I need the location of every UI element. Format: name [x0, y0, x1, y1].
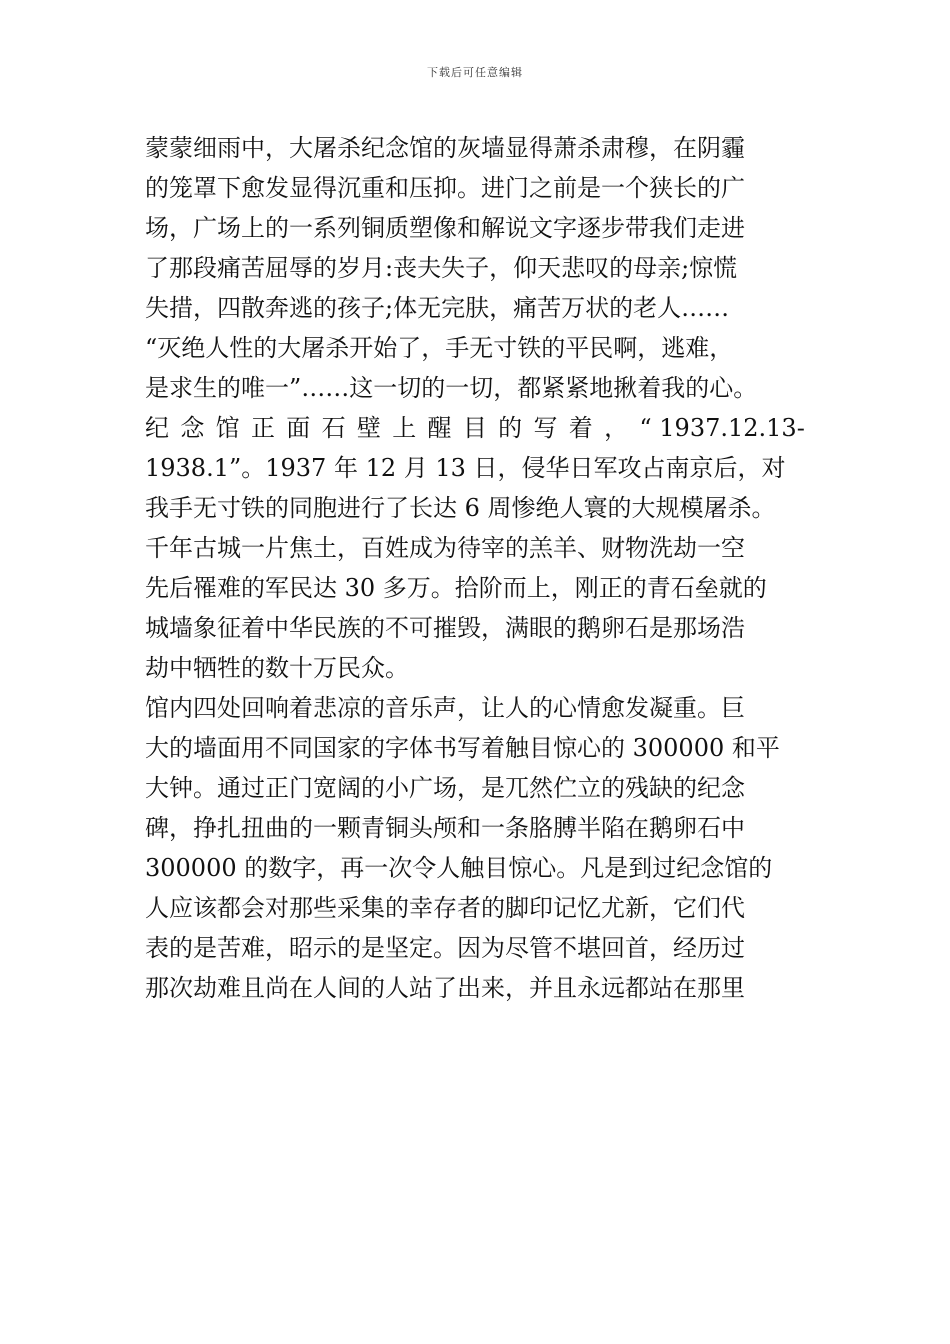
paragraph-2	[145, 408, 805, 688]
text-line: 失措，四散奔逃的孩子;体无完肤，痛苦万状的老人……	[145, 294, 730, 322]
text-line: 表的是苦难，昭示的是坚定。因为尽管不堪回首，经历过	[145, 934, 745, 962]
page-header: 下载后可任意编辑	[427, 66, 523, 79]
text-line: 的笼罩下愈发显得沉重和压抑。进门之前是一个狭长的广	[145, 174, 745, 202]
text-line: “灭绝人性的大屠杀开始了，手无寸铁的平民啊，逃难，	[145, 334, 734, 362]
text-line: 了那段痛苦屈辱的岁月:丧夫失子，仰天悲叹的母亲;惊慌	[145, 254, 738, 282]
text-char: 壁	[356, 414, 381, 442]
text-char: 醒	[427, 414, 452, 442]
text-char: 正	[250, 414, 275, 442]
paragraph-1	[145, 128, 805, 408]
text-char: 馆	[215, 414, 240, 442]
paragraph-3	[145, 688, 805, 1008]
text-line: 那次劫难且尚在人间的人站了出来，并且永远都站在那里	[145, 974, 745, 1002]
text-line-justified	[145, 408, 805, 448]
text-line: 碑，挣扎扭曲的一颗青铜头颅和一条胳膊半陷在鹅卵石中	[145, 814, 745, 842]
text-line: 人应该都会对那些采集的幸存者的脚印记忆尤新，它们代	[145, 894, 745, 922]
text-char: 纪	[145, 414, 169, 442]
text-char: 石	[321, 414, 346, 442]
text-line: 是求生的唯一”……这一切的一切，都紧紧地揪着我的心。	[145, 374, 758, 402]
text-line: 300000 的数字，再一次令人触目惊心。凡是到过纪念馆的	[145, 854, 773, 882]
text-char: 着	[568, 414, 593, 442]
text-char: ，	[604, 414, 629, 442]
text-char: 的	[498, 414, 523, 442]
text-line: 大的墙面用不同国家的字体书写着触目惊心的 300000 和平	[145, 734, 780, 762]
document-body	[145, 128, 805, 1008]
text-line: 劫中牺牲的数十万民众。	[145, 654, 409, 682]
text-line: 先后罹难的军民达 30 多万。拾阶而上，刚正的青石垒就的	[145, 574, 767, 602]
text-line: 场，广场上的一系列铜质塑像和解说文字逐步带我们走进	[145, 214, 745, 242]
text-line: 我手无寸铁的同胞进行了长达 6 周惨绝人寰的大规模屠杀。	[145, 494, 776, 522]
text-line: 城墙象征着中华民族的不可摧毁，满眼的鹅卵石是那场浩	[145, 614, 745, 642]
text-char: “ 1937.12.13-	[639, 414, 805, 442]
text-line: 1938.1”。1937 年 12 月 13 日，侵华日军攻占南京后，对	[145, 454, 786, 482]
text-char: 上	[392, 414, 417, 442]
text-char: 念	[180, 414, 205, 442]
text-line: 千年古城一片焦土，百姓成为待宰的羔羊、财物洗劫一空	[145, 534, 745, 562]
text-line: 蒙蒙细雨中，大屠杀纪念馆的灰墙显得萧杀肃穆，在阴霾	[145, 134, 745, 162]
text-line: 馆内四处回响着悲凉的音乐声，让人的心情愈发凝重。巨	[145, 694, 745, 722]
text-char: 写	[533, 414, 558, 442]
text-line: 大钟。通过正门宽阔的小广场，是兀然伫立的残缺的纪念	[145, 774, 745, 802]
text-char: 面	[286, 414, 311, 442]
text-char: 目	[462, 414, 487, 442]
